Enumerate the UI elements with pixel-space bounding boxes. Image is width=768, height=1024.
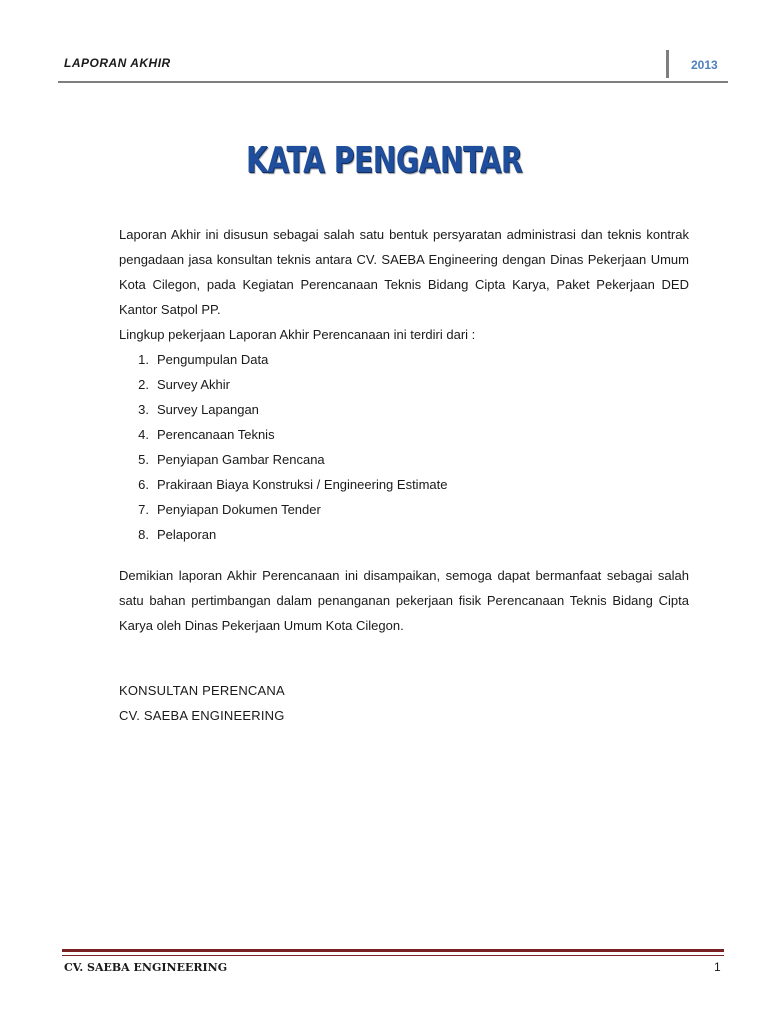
- signature-role: KONSULTAN PERENCANA: [119, 683, 285, 698]
- list-item-number: 8.: [138, 527, 149, 542]
- list-item: [119, 522, 689, 547]
- list-item-number: 2.: [138, 377, 149, 392]
- page-title-container: [0, 140, 768, 181]
- list-item-text: Survey Akhir: [157, 377, 230, 392]
- intro-paragraph: Laporan Akhir ini disusun sebagai salah satu bentuk persyaratan administrasi dan teknis kontrak pengadaan jasa konsultan teknis antara CV. SAEBA Engineering dengan Dinas Pekerjaan Umum Kota Cilegon, pada Kegiatan Perencanaan Teknis Bidang Cipta Karya, Paket Pekerjaan DED Kantor Satpol PP.: [119, 227, 689, 317]
- list-item: [119, 347, 689, 372]
- list-item-text: Survey Lapangan: [157, 402, 259, 417]
- footer-rule-thick: [62, 949, 724, 952]
- list-item-number: 3.: [138, 402, 149, 417]
- list-item-number: 4.: [138, 427, 149, 442]
- list-item: [119, 372, 689, 397]
- page-title: KATA PENGANTAR: [245, 140, 523, 181]
- list-item-number: 6.: [138, 477, 149, 492]
- list-item-text: Perencanaan Teknis: [157, 427, 275, 442]
- footer-rule-thin: [62, 955, 724, 956]
- header-rule: [58, 81, 728, 83]
- scope-list: [119, 347, 689, 547]
- list-item-text: Pengumpulan Data: [157, 352, 269, 367]
- page-number: 1: [714, 960, 721, 974]
- list-item: [119, 497, 689, 522]
- list-item-number: 1.: [138, 352, 149, 367]
- list-item-text: Penyiapan Dokumen Tender: [157, 502, 321, 517]
- list-item: [119, 447, 689, 472]
- list-item-text: Prakiraan Biaya Konstruksi / Engineering Estimate: [157, 477, 448, 492]
- signature-company: CV. SAEBA ENGINEERING: [119, 708, 285, 723]
- list-item-number: 5.: [138, 452, 149, 467]
- signature-block: [119, 678, 689, 728]
- list-item: [119, 472, 689, 497]
- document-body: [119, 222, 689, 728]
- list-item-number: 7.: [138, 502, 149, 517]
- header-year: 2013: [691, 58, 718, 72]
- closing-paragraph: Demikian laporan Akhir Perencanaan ini disampaikan, semoga dapat bermanfaat sebagai salah satu bahan pertimbangan dalam penanganan pekerjaan fisik Perencanaan Teknis Bidang Cipta Karya oleh Dinas Pekerjaan Umum Kota Cilegon.: [119, 568, 689, 633]
- list-item: [119, 422, 689, 447]
- list-item: [119, 397, 689, 422]
- list-item-text: Pelaporan: [157, 527, 217, 542]
- scope-intro: Lingkup pekerjaan Laporan Akhir Perencanaan ini terdiri dari :: [119, 327, 476, 342]
- header-divider: [666, 50, 669, 78]
- footer-company: CV. SAEBA ENGINEERING: [64, 961, 228, 974]
- list-item-text: Penyiapan Gambar Rencana: [157, 452, 325, 467]
- header-report-label: LAPORAN AKHIR: [64, 56, 171, 70]
